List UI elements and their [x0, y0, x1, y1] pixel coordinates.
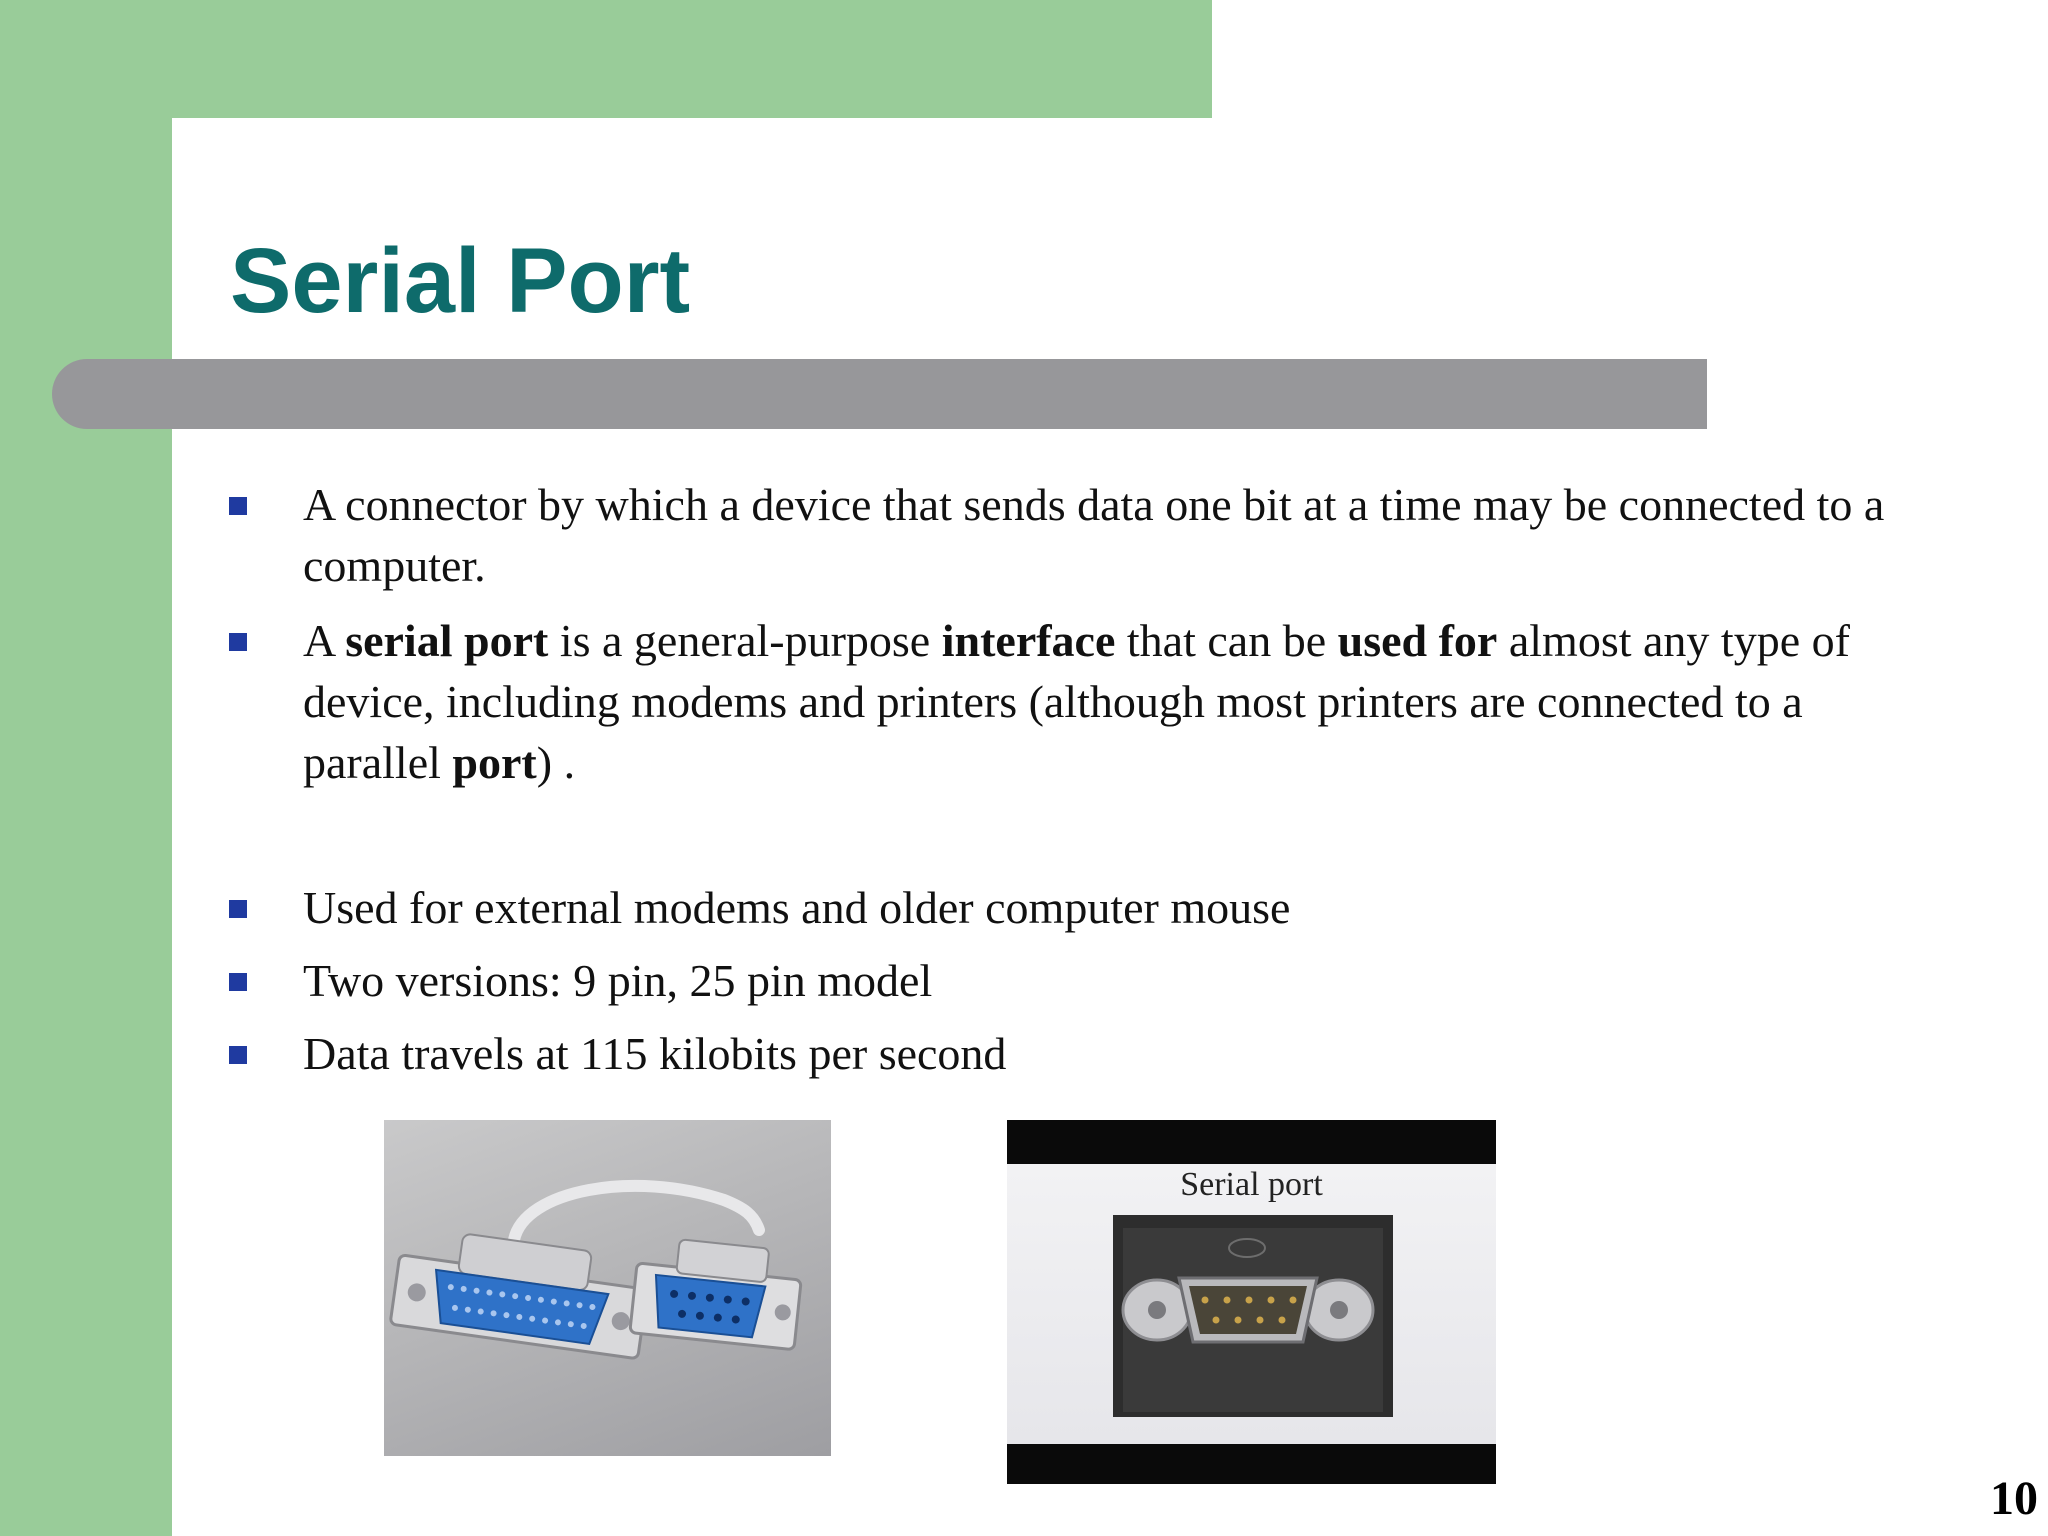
accent-sidebar	[0, 0, 172, 1536]
bullet-square-icon	[229, 1046, 247, 1064]
accent-header-band	[0, 0, 1212, 118]
slide-title: Serial Port	[230, 230, 691, 332]
bullet-text: Data travels at 115 kilobits per second	[303, 1028, 1007, 1079]
serial-cable-photo	[384, 1120, 831, 1456]
bullet-item	[229, 474, 1909, 596]
bullet-item	[229, 1023, 1909, 1084]
bullet-item	[229, 877, 1909, 938]
bullet-text: Used for external modems and older computer mouse	[303, 882, 1291, 933]
bullet-square-icon	[229, 973, 247, 991]
bullet-text-segment: A	[303, 615, 346, 666]
bullet-text-segment: ) .	[536, 737, 576, 788]
bullet-square-icon	[229, 497, 247, 515]
bullet-item	[229, 950, 1909, 1011]
bullet-square-icon	[229, 900, 247, 918]
bullet-text: A connector by which a device that sends data one bit at a time may be connected to a computer.	[303, 479, 1885, 591]
serial-port-illustration	[1007, 1120, 1496, 1484]
bullet-square-icon	[229, 633, 247, 651]
bullet-item	[229, 610, 1909, 793]
bullet-list	[229, 474, 1909, 1084]
bullet-bold-term: port	[452, 737, 537, 788]
bullet-text-segment: almost any type of device, including modems and printers (although most printers are connected to a parallel	[303, 615, 1850, 788]
bullet-text-segment: that can be	[1115, 615, 1338, 666]
bullet-bold-term: used for	[1337, 615, 1498, 666]
page-number: 10	[1990, 1472, 2038, 1525]
serial-cable-illustration	[384, 1120, 831, 1456]
bullet-text-segment: is a general-purpose	[548, 615, 942, 666]
serial-port-photo-caption: Serial port	[1180, 1166, 1323, 1203]
bullet-bold-term: interface	[941, 615, 1116, 666]
bullet-bold-term: serial port	[345, 615, 549, 666]
title-divider-bar	[52, 359, 1707, 429]
bullet-text: Two versions: 9 pin, 25 pin model	[303, 955, 933, 1006]
serial-port-photo	[1007, 1120, 1496, 1484]
